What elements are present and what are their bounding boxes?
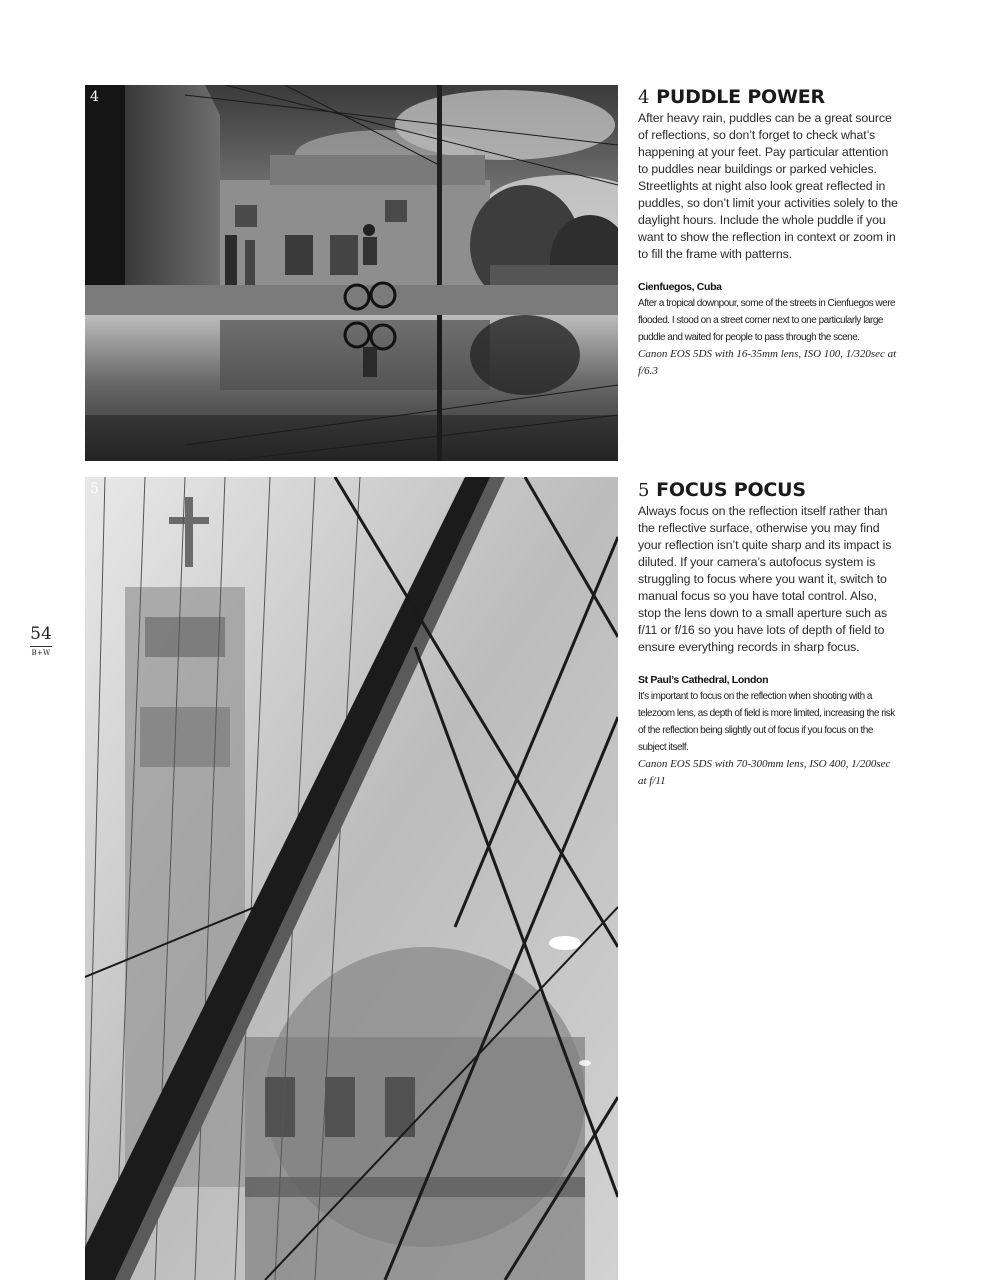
page-number: 54 xyxy=(30,624,52,644)
article-heading xyxy=(638,478,900,502)
magazine-brand: B+W xyxy=(31,649,51,657)
page-folio xyxy=(28,624,54,658)
caption-tech: Canon EOS 5DS with 70-300mm lens, ISO 400, 1/200sec at f/11 xyxy=(638,758,891,787)
article-body: After heavy rain, puddles can be a great source of reflections, so don’t forget to check what’s happening at your feet. Pay particular attention to puddles near buildings or parked vehicles. Streetlights at night also look great reflected in puddles, so don’t limit your activities solely to the daylight hours. Include the whole puddle if you want to show the reflection in context or zoom in to fill the frame with patterns. xyxy=(638,111,898,261)
article-puddle-power xyxy=(638,85,900,380)
photo-number: 5 xyxy=(90,481,99,497)
article-heading xyxy=(638,85,900,109)
caption-text: It’s important to focus on the reflection when shooting with a telezoom lens, as depth of field is more limited, increasing the risk of the reflection being slightly out of focus if you focus on the subject itself. xyxy=(638,691,895,753)
photo-puddle-street-image xyxy=(85,85,618,461)
article-title: PUDDLE POWER xyxy=(656,86,825,108)
photo-glass-reflection xyxy=(85,477,618,1280)
caption-title: Cienfuegos, Cuba xyxy=(638,281,722,293)
article-body: Always focus on the reflection itself rather than the reflective surface, otherwise you may find your reflection isn’t quite sharp and its impact is diluted. If your camera’s autofocus system is struggling to focus where you want it, switch to manual focus so you have total control. Also, stop the lens down to a small aperture such as f/11 or f/16 so you have lots of depth of field to ensure everything records in sharp focus. xyxy=(638,504,892,654)
article-number: 5 xyxy=(638,480,650,501)
photo-glass-reflection-image xyxy=(85,477,618,1280)
photo-number: 4 xyxy=(90,89,99,105)
article-number: 4 xyxy=(638,87,650,108)
caption-title: St Paul’s Cathedral, London xyxy=(638,674,769,686)
caption-text: After a tropical downpour, some of the streets in Cienfuegos were flooded. I stood on a street corner next to one particularly large puddle and waited for people to pass through the scene. xyxy=(638,298,896,343)
photo-puddle-street xyxy=(85,85,618,461)
article-title: FOCUS POCUS xyxy=(656,479,806,501)
article-focus-pocus xyxy=(638,478,900,790)
folio-divider xyxy=(30,646,52,647)
caption-tech: Canon EOS 5DS with 16-35mm lens, ISO 100, 1/320sec at f/6.3 xyxy=(638,348,897,377)
